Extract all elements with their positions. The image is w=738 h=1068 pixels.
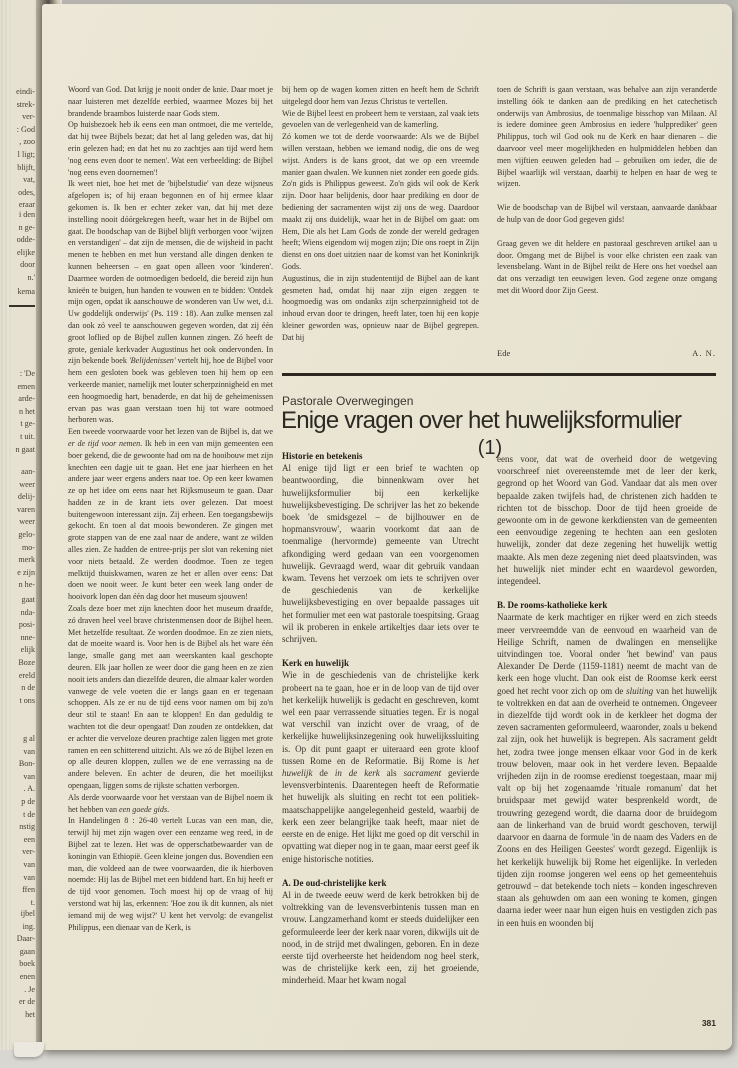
paragraph: toen de Schrift is gaan verstaan, was behalve aan zijn veranderde instelling óók te danken aan de prediking en het catechetisch onderwijs van Ambrosius, de toenmalige bisschop van Milaan. Al is iedere dominee geen Ambrosius en iedere 'hulpprediker' geen Philippus, toch wil God ook nu de Kerk en haar dienaren – die daarvoor veel meer mogelijkheden en hulpmiddelen hebben dan men vijftien eeuwen geleden had – gebruiken om ieder, die de Bijbel waarlijk wil verstaan, daarbij te helpen en haar de weg te wijzen. [497,85,717,189]
previous-page-text-fragment: gaat nda- posi- nne- elijk Boze ereld n de t ons [18,595,35,705]
paragraph: Al enige tijd ligt er een brief te wachten op beantwoording, die binnenkwam over het huwelijksformulier bij een kerkelijke huwelijksbevestiging. De schrijver las het zo bekende boek 'de smidsgezel – de bijlhouwer en de hopmansvrouw', waarin voorkomt dat aan de toenmalige (hervormde) gemeente van Utrecht afkondiging werd gedaan van een voorgenomen huwelijk. Gevraagd werd, waar dit gebruik vandaan kwam. Tevens het verzoek om iets te schrijven over de geschiedenis van de kerkelijke huwelijksbevestiging en over bepaalde passages uit het formulier met een wat pastorale toespitsing. Graag wil ik proberen in enkele artikeltjes daar iets over te schrijven. [282,463,479,645]
paragraph: Zó komen we tot de derde voorwaarde: Als we de Bijbel willen verstaan, hebben we iemand nodig, die ons de weg wijst. Anders is de kans groot, dat we op een vreemde manier gaan dwalen. We kunnen niet zonder een goede gids. Zo'n gids is Philippus geweest. Zo'n gids wil ook de Kerk zijn. Door haar belijdenis, door haar prediking en door de bediening der sacramenten wijst zij ons de weg. Daardoor maakt zij ons duidelijk, waar het in de Bijbel om gaat: om Hem, Die als het Lam Gods de zonde der wereld gedragen heeft; Wiens eigendom wij mogen zijn; Die ons roept in Zijn dienst en ons doet uitzien naar de komst van het Koninkrijk Gods. [282,132,479,271]
previous-page-edge [0,0,40,1050]
section-divider-rule [282,373,716,376]
page-number: 381 [701,1018,716,1028]
paragraph: Woord van God. Dat krijg je nooit onder de knie. Daar moet je naar luisteren met dezelfde eerbied, waarmee Mozes bij het brandende braambos luisterde naar Gods stem. [68,85,273,118]
paragraph: eens voor, dat wat de overheid door de wetgeving voorschreef niet overeenstemde met de leer der kerk, gegrond op het Woord van God. Vandaar dat als men over bepaalde zaken twijfels had, de christenen zich hadden te richten tot de bisschop. Door de tijd heen groeide de gewoonte om in de gewone kerkdiensten van de gemeenten een eenvoudige zegening te hechten aan een gesloten huwelijk, zonder dat deze zegening het huwelijk wettig maakte. Als men deze zegening niet deed plaatsvinden, was het huwelijk niet minder echt en waardevol geworden, integendeel. [497,454,717,587]
article1-signature [497,348,716,358]
paragraph: bij hem op de wagen komen zitten en heeft hem de Schrift uitgelegd door hem van Jezus Christus te vertellen. [282,85,479,106]
signature-initials: A. N. [692,348,716,358]
subheading: Historie en betekenis [282,451,363,461]
paragraph: Ik weet niet, hoe het met de 'bijbelstudie' van deze wijsneus afgelopen is; of hij eraan begonnen en of hij ermee klaar gekomen is. Ik ben er echter zeker van, dat hij met deze instelling nooit dóórgekregen heeft, waar het in de Bijbel om gaat. De boodschap van de Bijbel blijft verborgen voor 'wijzen en verstandigen' – dat zijn de mensen, die de wijsheid in pacht menen te hebben en met hun verstand alle dingen denken te kunnen beheersen – en gaat open alleen voor 'kinderen'. Daarmee worden de ootmoedigen bedoeld, die bereid zijn hun knieën te buigen, hun handen te vouwen en te bidden: 'Ontdek mijn ogen, opdat ik aanschouwe de wonderen van Uw wet, d.i. Uw goddelijk onderwijs' (Ps. 119 : 18). Aan zulke mensen zal dan ook zó veel te aanschouwen gegeven worden, dat zij één groot loflied op de Bijbel zullen kunnen zingen. Zó heeft de grote, geniale kerkvader Augustinus het ook ondervonden. In zijn bekende boek 'Belijdenissen' vertelt hij, hoe de Bijbel voor hem een gesloten boek was gebleven toen hij hem op een verkeerde manier, namelijk met louter scherpzinnigheid en met een hoogmoedig hart, benaderde, en dat hij de geheimenissen ervan pas was gaan verstaan toen hij tot ware ootmoed herboren was. [68,179,273,425]
paragraph: Op huisbezoek heb ik eens een man ontmoet, die me vertelde, dat hij twee Bijbels bezat; dat het al lang geleden was, dat hij erin gelezen had; en dat het nu zo zachtjes aan tijd werd hem 'nog eens even door te nemen'. Wat een verbeelding: de Bijbel 'nog eens even doornemen'! [68,120,273,177]
subheading: A. De oud-christelijke kerk [282,877,387,888]
subheading: B. De rooms-katholieke kerk [497,600,608,611]
previous-page-text-fragment: i den n ge- odde- elijke door n.' [16,210,35,282]
paragraph: Wie de Bijbel leest en probeert hem te verstaan, zal vaak iets gevoelen van de verlegenheid van de kamerling. [282,108,479,130]
signature-place: Ede [497,348,511,358]
fragment-rule [9,305,35,307]
article1-column-left [68,84,273,1010]
previous-page-text-fragment: g al van Bon- van . A. p de t de nstig een ver- van van ffen t. [18,734,35,907]
paragraph: Een tweede voorwaarde voor het lezen van de Bijbel is, dat we er de tijd voor nemen. Ik heb in een van mijn gemeenten een boer gekend, die de gewoonte had om na de hooibouw met zijn knechten een dagje uit te gaan. Het ene jaar hierheen en het andere jaar weer ergens anders naar toe. Op een keer kwamen ze op het idee om eens naar het Rijksmuseum te gaan. Daar hadden ze in de krant iets over gelezen. Dat moest buitengewoon interessant zijn. Zij erheen. Een toegangsbewijs gekocht. En toen al dat moois bewonderen. Ze gingen met grote stappen van de ene zaal naar de andere, want ze wilden alles zien. Ze hadden de entree-prijs per slot van rekening niet voor niets betaald. Ze werden doodmoe. Toen ze tegen melktijd thuiskwamen, waren ze het er allen over eens: Dat doen we nooit weer. Je kunt beter een week lang onder de hooivork lopen dan één dag door het museum sjouwen! [68,427,273,602]
article1-column-middle [282,84,479,368]
paragraph: Wie in de geschiedenis van de christelijke kerk probeert na te gaan, hoe er in de loop van de tijd over het kerkelijk huwelijk is gedacht en geschreven, komt wel een paar verrassende situaties tegen. Er is nogal wat verschil van inzicht over de vraag, of de kerkelijke huwelijksinzegening ook huwelijkssluiting is. Op dit punt gaapt er uiteraard een grote kloof tussen Rome en de Reformatie. Bij Rome is het huwelijk de in de kerk als sacrament gevierde levensverbintenis. Daarentegen heeft de Reformatie het huwelijk als sluiting en recht tot een politiek-maatschappelijke aangelegenheid gesteld, waarbij de kerk een zeer belangrijke taak heeft, maar niet de eerste en de enige. Het lijkt me goed op dit verschil in opvatting wat dieper nog in te gaan, maar eerst geef ik enige historische notities. [282,670,479,864]
paragraph: In Handelingen 8 : 26-40 vertelt Lucas van een man, die, terwijl hij met zijn wagen over een eenzame weg reed, in de Bijbel zat te lezen. Het was de opperschatbewaarder van de koningin van Ethiopië. Geen kleine jongen dus. Bovendien een man, die voldeed aan de twee voorwaarden, die ik hierboven noemde: Hij las de Bijbel met een biddend hart. En hij heeft er de tijd voor genomen. Toch moest hij op de vraag of hij verstond wat hij las, erkennen: 'Hoe zou ik dit kunnen, als niet iemand mij de weg wijst?' U kent het vervolg: de evangelist Philippus, een dienaar van de Kerk, is [68,816,273,932]
article2-column-left [282,450,479,1008]
previous-page-text-fragment: eindi- strek- ver- : God , zoo l ligt; blijft, vat, odes, eraar [16,87,35,210]
paragraph: Naarmate de kerk machtiger en rijker werd en zich steeds meer vervreemdde van de eenvoud en waarheid van de Heilige Schrift, namen de dwalingen en menselijke uitvindingen toe. Vooral onder 'het bewind' van paus Alexander De Derde (1159-1181) neemt de macht van de kerk een hoge vlucht. Dan ook eist de Roomse kerk eerst goed het recht voor zich op om de sluiting van het huwelijk te voltrekken en dat aan de overheid te ontnemen. Ongeveer in diezelfde tijd wordt ook in de kerkleer het dogma der zeven sacramenten geformuleerd, waaronder, zoals u bekend zal zijn, ook het huwelijk is begrepen. Als sacrament geldt het, zodra twee jonge mensen elkaar voor God in de kerk trouw beloven, maar ook in het verdere leven. Bepaalde vrijheden zijn in de roomse eredienst toegestaan, maar mij valt op bij het zogenaamde 'rituale romanum' dat het bruidspaar met gewijd water besprenkeld wordt, de trouwring gezegend wordt, die daarna door de bruidegom aan de linkerhand van de bruid wordt geschoven, terwijl daarvoor en daarna de formule 'in de naam des Vaders en de Zoons en des Heiligen Geestes' wordt gezegd. Eigenlijk is het kerkelijk huwelijk bij Rome het eigenlijke. In verleden tijden zijn roomse jongeren wel eens op het gemeentehuis getrouwd – dat betekende toch niets – konden ingeschreven staan als gehuwden om aan een woning te komen, gingen daarna ieder weer naar hun eigen huis en vestigden zich pas in een huis en woonden bij [497,612,717,928]
previous-page-text-fragment: ijbel ing. Daar- gaan boek enen . Je er de [16,909,35,1007]
previous-page-text-fragment: aan- weer delij- varen weer gelo- mo- merk e zijn n he- [17,467,35,590]
paragraph: Als derde voorwaarde voor het verstaan van de Bijbel noem ik het hebben van een goede gids. [68,792,273,814]
article2-title-number: (1) [477,437,503,459]
paragraph: Graag geven we dit heldere en pastoraal geschreven artikel aan u door. Omgang met de Bijbel is voor elke christen een zaak van levensbelang. Want in de Bijbel reikt de Here ons het voedsel aan dat ons verzadigt ten eeuwigen leven. God zegene onze omgang met dit Woord door Zijn Geest. [497,238,717,295]
paragraph: Augustinus, die in zijn studententijd de Bijbel aan de kant gesmeten had, omdat hij naar zijn eigen zeggen te hoogmoedig was om ondanks zijn scherpzinnigheid tot de inhoud ervan door te dringen, heeft later, toen hij een kopje kleiner geworden was, opnieuw naar de Bijbel gegrepen. Dat hij [282,273,479,342]
previous-page-text-fragment: het [25,1010,35,1019]
previous-page-text-fragment: : 'De emen arde- n het t ge- t uit. n gaat [15,369,35,454]
article2-title: Enige vragen over het huwelijksformulier [281,407,682,434]
section-kicker: Pastorale Overwegingen [282,394,414,408]
paragraph: Wie de boodschap van de Bijbel wil verstaan, aanvaarde dankbaar de hulp van de door God gegeven gids! [497,203,717,224]
page-stack-corner [14,1042,44,1057]
subheading: Kerk en huwelijk [282,658,350,669]
paragraph: Al in de tweede eeuw werd de kerk betrokken bij de voltrekking van de levensverbintenis tussen man en vrouw. Langzamerhand komt er steeds duidelijker een geformuleerde leer der kerk naar voren, dikwijls uit de nood, in de strijd met dwalingen, geboren. En in deze eerste tijd overheerste het heidendom nog heel sterk, was de christelijke kerk een, zij het groeiende, minderheid. Maar het kwam nogal [282,889,479,986]
previous-page-text-fragment: kema [0,286,35,311]
article1-column-right [497,84,717,336]
paragraph: Zoals deze boer met zijn knechten door het museum draafde, zó draven heel veel brave christenmensen door de Bijbel heen. Met hetzelfde resultaat. Ze worden doodmoe. En ze zien niets, dat de moeite waard is. Voor hen is de Bijbel als het ware één lange, smalle gang met aan weerskanten kaal geschopte deuren. Elk jaar hollen ze weer door die gang heen en ze zien nooit iets anders dan diezelfde deuren, die almaar kaler worden vanwege de vele voeten die er langs gaan en er tegenaan schoppen. Als ze er nu de tijd eens voor namen om bij zo'n deur stil te staan! En aan te kloppen! En dan geduldig te wachten tot die deur opengaat! Dan zouden ze ontdekken, dat er achter die verveloze deuren prachtige zalen liggen met grote ramen en een schitterend uitzicht. Als we zó de Bijbel lezen en op alle deuren kloppen, zullen we de ene verrassing na de andere beleven. En achter de deuren, die het moeilijkst opengaan, liggen soms de rijkste schatten verborgen. [68,604,273,791]
article2-column-right [497,453,717,1008]
